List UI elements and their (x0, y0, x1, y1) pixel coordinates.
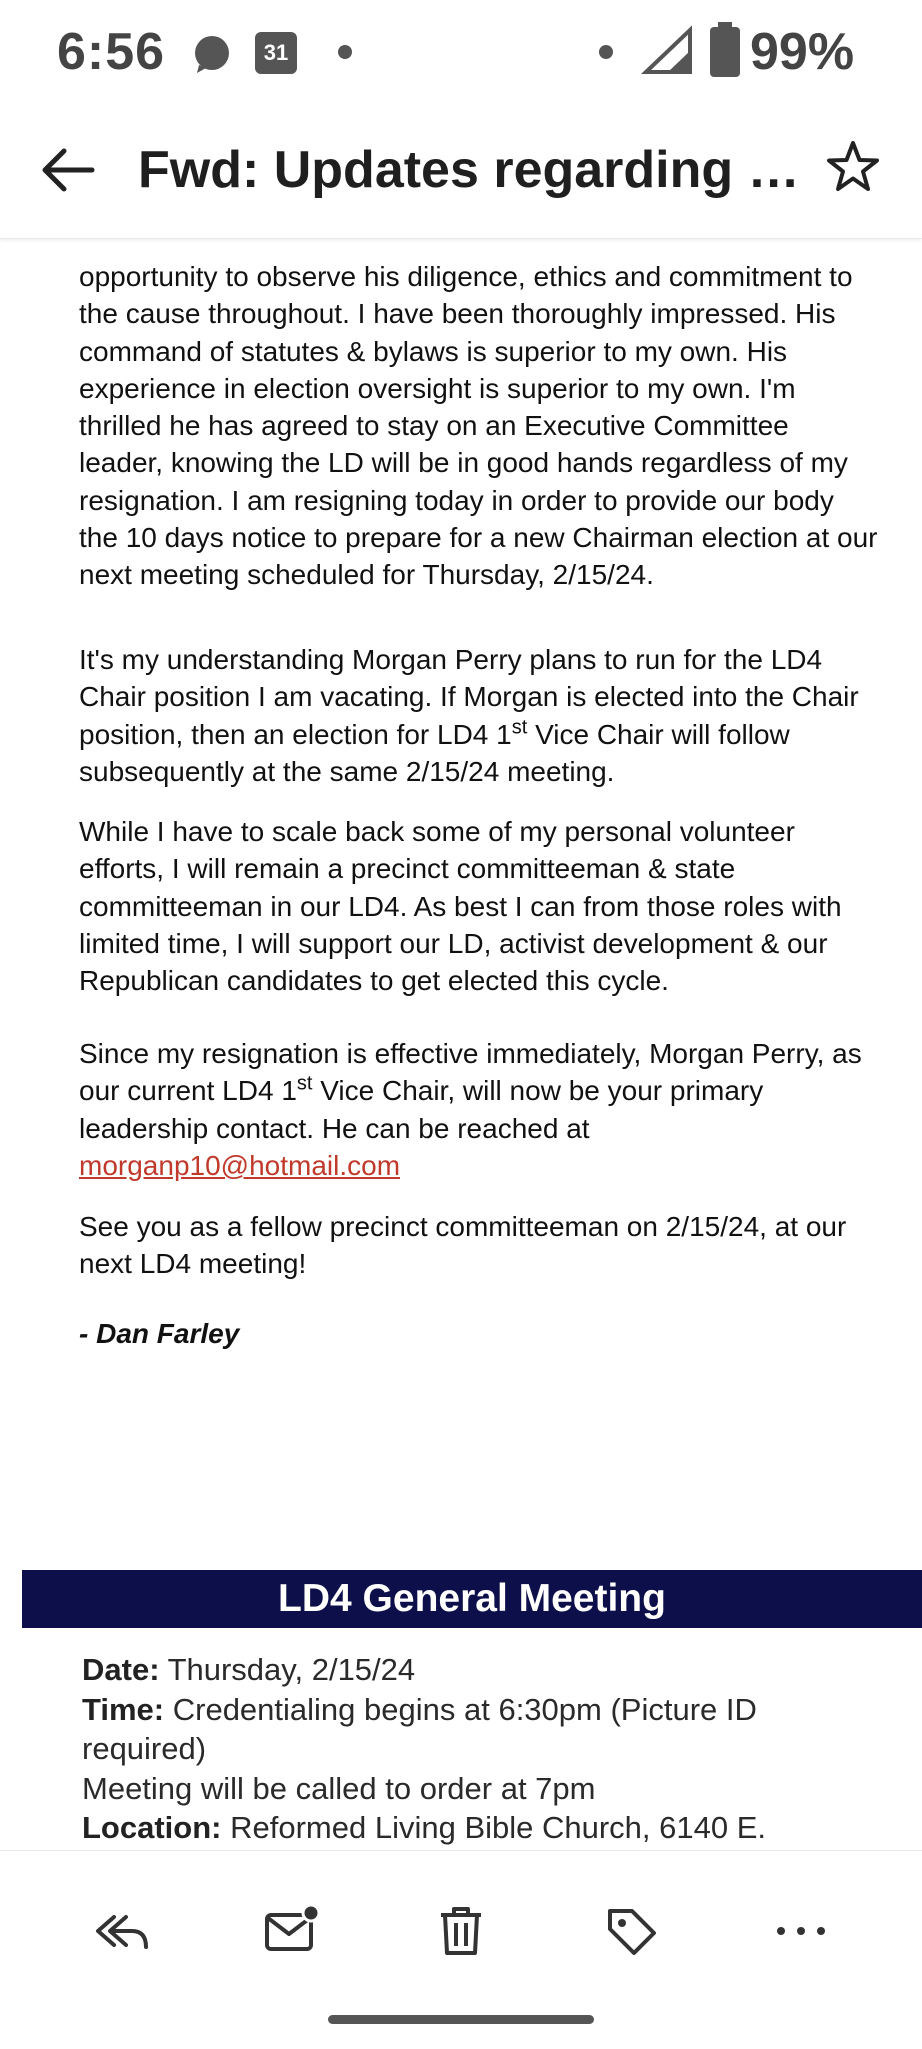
paragraph-1: opportunity to observe his diligence, ethics and commitment to the cause throughout. I have been thoroughly impressed. His command of statutes & bylaws is superior to my own. His experience in election oversight is superior to my own. I'm thrilled he has agreed to stay on an Executive Committee leader, knowing the LD will be in good hands regardless of my resignation. I am resigning today in order to provide our body the 10 days notice to prepare for a new Chairman election at our next meeting scheduled for Thursday, 2/15/24. (79, 261, 878, 591)
email-subject-title: Fwd: Updates regarding … (138, 141, 800, 199)
back-arrow-icon[interactable] (36, 138, 100, 202)
reply-all-icon[interactable] (92, 1901, 152, 1961)
email-body (0, 200, 922, 1850)
paragraph-4-sup: st (296, 1072, 313, 1095)
date-value: Thursday, 2/15/24 (159, 1652, 416, 1687)
signature: - Dan Farley (79, 1318, 240, 1349)
paragraph-2-text-a: It's my understanding Morgan Perry plans to run for the LD4 Chair position I am vacating. If Morgan is elected into the Chair position, then an election for LD4 1 (79, 644, 859, 750)
bottom-action-bar (0, 1850, 922, 2049)
paragraph-2-text-b: Vice Chair will follow subsequently at the same 2/15/24 meeting. (79, 718, 790, 787)
mark-unread-icon[interactable] (262, 1901, 322, 1961)
contact-email-link[interactable]: morganp10@hotmail.com (79, 1149, 401, 1181)
paragraph-3: While I have to scale back some of my personal volunteer efforts, I will remain a precinct committeeman & state committeeman in our LD4. As best I can from those roles with limited time, I will support our LD, activist development & our Republican candidates to get elected this cycle. (79, 816, 842, 997)
paragraph-4-text-b: Vice Chair, will now be your primary leadership contact. He can be reached at (79, 1075, 764, 1144)
time-label: Time: (82, 1691, 165, 1727)
status-bar (0, 0, 922, 100)
app-bar (0, 100, 922, 239)
battery-percentage: 99% (750, 23, 855, 81)
location-label: Location: (82, 1810, 222, 1845)
paragraph-4-text-a: Since my resignation is effective immediately, Morgan Perry, as our current LD4 1 (79, 1038, 862, 1107)
meeting-order-line: Meeting will be called to order at 7pm (82, 1770, 596, 1806)
star-icon[interactable] (824, 138, 882, 196)
battery-icon (708, 22, 742, 78)
trash-icon[interactable] (431, 1901, 491, 1961)
signal-icon (642, 26, 694, 76)
more-icon[interactable] (771, 1901, 831, 1961)
time-value: Credentialing begins at 6:30pm (Picture ID required) (82, 1691, 757, 1766)
paragraph-2 (79, 641, 879, 790)
status-dot-icon (598, 44, 614, 60)
meeting-time (82, 1690, 862, 1769)
home-indicator[interactable] (328, 2015, 594, 2024)
meeting-banner: LD4 General Meeting (22, 1570, 922, 1628)
location-value: Reformed Living Bible Church, 6140 E. (230, 1810, 767, 1845)
date-label: Date: (82, 1652, 160, 1687)
paragraph-4 (79, 1035, 879, 1184)
paragraph-5: See you as a fellow precinct committeeman on 2/15/24, at our next LD4 meeting! (79, 1211, 847, 1280)
meeting-date (82, 1650, 862, 1690)
calendar-icon: 31 (255, 32, 297, 74)
chat-bubble-icon (190, 32, 234, 76)
status-time: 6:56 (57, 23, 166, 81)
notification-dot-icon (337, 44, 353, 60)
label-icon[interactable] (602, 1901, 662, 1961)
paragraph-2-sup: st (511, 716, 528, 739)
